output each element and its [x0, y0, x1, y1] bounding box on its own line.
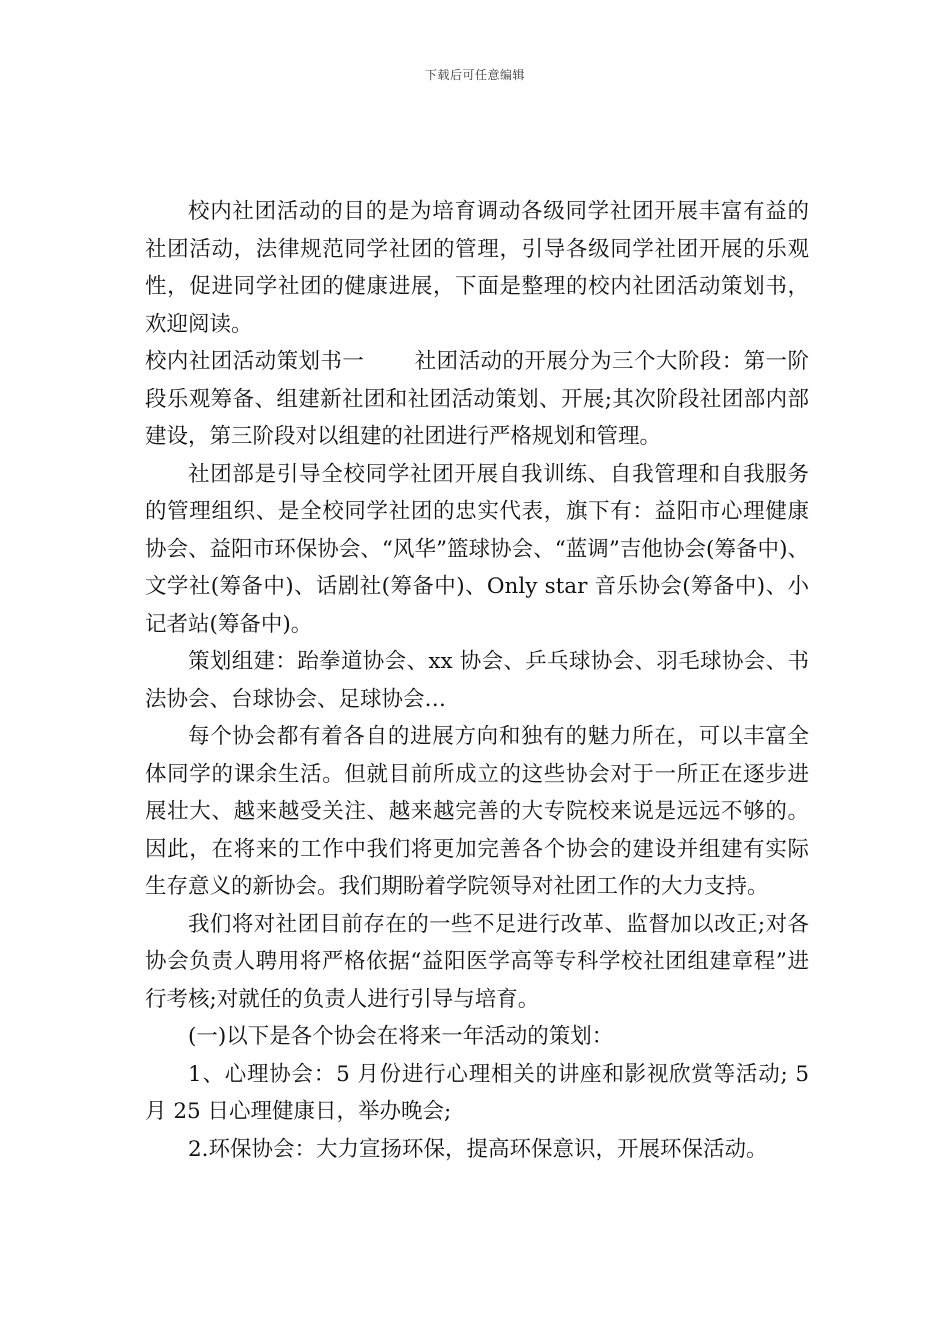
charm-paragraph: 每个协会都有着各自的进展方向和独有的魅力所在，可以丰富全体同学的课余生活。但就目前所成立的这些协会对于一所正在逐步进展壮大、越来越受关注、越来越完善的大专院校来说是远远不够的。因此，在将来的工作中我们将更加完善各个协会的建设并组建有实际生存意义的新协会。我们期盼着学院领导对社团工作的大力支持。 [145, 724, 809, 899]
section-first-text: 社团活动的开展分为三个大阶段：第一阶段乐观筹备、组建新社团和社团活动策划、开展;其次阶段社团部内部建设，第三阶段对以组建的社团进行严格规划和管理。 [145, 349, 809, 449]
list-item-1: 1、心理协会：5 月份进行心理相关的讲座和影视欣赏等活动; 5 月 25 日心理健康日，举办晚会; [145, 1061, 809, 1124]
planning-paragraph: 策划组建：跆拳道协会、xx 协会、乒乓球协会、羽毛球协会、书法协会、台球协会、足球协会… [145, 649, 809, 712]
document-body [145, 193, 809, 1168]
section-title: 校内社团活动策划书一 [145, 349, 365, 374]
header-note: 下载后可任意编辑 [424, 68, 525, 82]
department-paragraph: 社团部是引导全校同学社团开展自我训练、自我管理和自我服务的管理组织、是全校同学社团的忠实代表，旗下有：益阳市心理健康协会、益阳市环保协会、“风华”篮球协会、“蓝调”吉他协会(筹备中)、文学社(筹备中)、话剧社(筹备中)、Only star 音乐协会(筹备中)、小记者站(筹备中)。 [145, 461, 809, 637]
list-intro-paragraph: (一)以下是各个协会在将来一年活动的策划： [188, 1024, 614, 1049]
list-item-2: 2.环保协会：大力宣扬环保，提高环保意识，开展环保活动。 [188, 1136, 768, 1162]
reform-paragraph: 我们将对社团目前存在的一些不足进行改革、监督加以改正;对各协会负责人聘用将严格依据“益阳医学高等专科学校社团组建章程”进行考核;对就任的负责人进行引导与培育。 [145, 911, 809, 1012]
intro-paragraph: 校内社团活动的目的是为培育调动各级同学社团开展丰富有益的社团活动，法律规范同学社团的管理，引导各级同学社团开展的乐观性，促进同学社团的健康进展，下面是整理的校内社团活动策划书，欢迎阅读。 [145, 199, 809, 337]
section-paragraph [145, 343, 809, 456]
